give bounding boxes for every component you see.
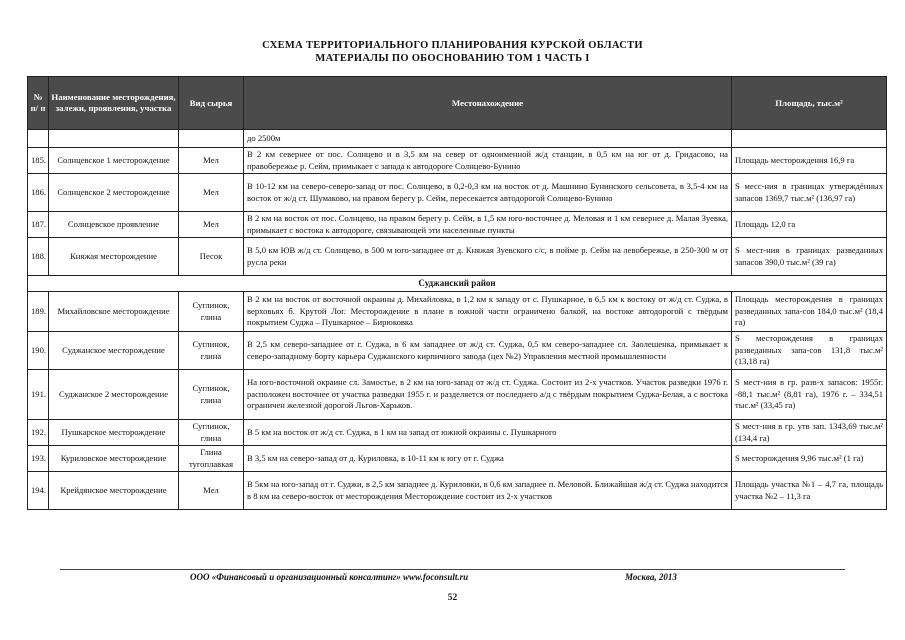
row-name: Солнцевское 1 месторождение	[49, 148, 179, 174]
row-location: На юго-восточной окраине сл. Замостье, в 2 км на юго-запад от ж/д ст. Суджа. Состоит из 2-х участков. Участок разведки 1976 г. расположен восточнее от участка разведки 1955 г. и разделяется от последнего а/д с твёрдым покрытием Суджа-Белая, а с востока ограничен железной дорогой Льгов-Харьков.	[244, 370, 732, 420]
row-location: В 5,0 км ЮВ ж/д ст. Солнцево, в 500 м юго-западнее от д. Княжая Зуевского с/с, в пойме р. Сейм на левобережье, в 250-300 м от русла реки	[244, 238, 732, 276]
row-location: В 2 км на восток от пос. Солнцево, на правом берегу р. Сейм, в 1,5 км юго-восточнее д. Меловая и 1 км севернее д. Малая Зуевка, примыкает с востока к автодороге, связывающей эти населенные пункты	[244, 212, 732, 238]
row-num: 193.	[28, 446, 49, 472]
row-name: Княжая месторождение	[49, 238, 179, 276]
document-subtitle: МАТЕРИАЛЫ ПО ОБОСНОВАНИЮ ТОМ 1 ЧАСТЬ I	[315, 53, 590, 64]
table-row	[28, 130, 887, 148]
row-location: В 5км на юго-запад от г. Суджи, в 2,5 км западнее д. Куриловки, в 0,6 км западнее п. Меловой. Ближайшая ж/д ст. Суджа находится в 8 км на северо-восток от месторождения Месторождение состоит из 2-х участков	[244, 472, 732, 510]
row-num: 189.	[28, 292, 49, 332]
row-type: Мел	[179, 472, 244, 510]
table-row	[28, 148, 887, 174]
region-row	[28, 276, 887, 292]
row-type: Мел	[179, 212, 244, 238]
table-row	[28, 370, 887, 420]
row-num: 194.	[28, 472, 49, 510]
row-area: Площадь месторождения в границах разведанных запа-сов 184,0 тыс.м² (18,4 га)	[732, 292, 887, 332]
footer-city-year: Москва, 2013	[625, 572, 677, 582]
table-row	[28, 292, 887, 332]
row-num: 185.	[28, 148, 49, 174]
row-type: Суглинок, глина	[179, 420, 244, 446]
row-location: В 10-12 км на северо-северо-запад от пос. Солнцево, в 0,2-0,3 км на восток от д. Машнино Бунинского сельсовета, в 3,5-4 км на восток от ж/д ст. Шумаково, на правом берегу р. Сейм, пересекается автодорогой Солнцево-Бунино	[244, 174, 732, 212]
page-number: 52	[447, 593, 458, 603]
row-name: Суджанское месторождение	[49, 332, 179, 370]
row-location: В 2,5 км северо-западнее от г. Суджа, в 6 км западнее от ж/д ст. Суджа, 0,5 км северо-западнее сл. Заолешенка, примыкает к северо-западному борту карьера Суджанского кирпичного завода (цех №2) Управления местной промышленности	[244, 332, 732, 370]
table-header-row	[28, 77, 887, 130]
row-num: 192.	[28, 420, 49, 446]
col-header-location: Местонахождение	[244, 77, 732, 130]
row-type: Песок	[179, 238, 244, 276]
deposits-table	[27, 76, 887, 510]
col-header-area: Площадь, тыс.м²	[732, 77, 887, 130]
row-area: S месс-ния в границах утверждённых запасов 1369,7 тыс.м² (136,97 га)	[732, 174, 887, 212]
continuation-cell: до 2500м	[244, 130, 732, 148]
table-row	[28, 212, 887, 238]
col-header-type: Вид сырья	[179, 77, 244, 130]
table-row	[28, 238, 887, 276]
row-area: S месторождения в границах разведанных запа-сов 131,8 тыс.м² (13,18 га)	[732, 332, 887, 370]
row-num: 191.	[28, 370, 49, 420]
row-location: В 2 км на восток от восточной окраины д. Михайловка, в 1,2 км к западу от с. Пушкарное, в 6,5 км к востоку от ж/д ст. Суджа, в верховьях б. Крутой Лог. Месторождение в плане в южной части ограничено балкой, на востоке автодорогой с твёрдым покрытием Суджа – Пушкарное – Бирюковка	[244, 292, 732, 332]
row-name: Солнцевское 2 месторождение	[49, 174, 179, 212]
row-area: S мест-ния в гр. разв-х запасов: 1955г. -88,1 тыс.м² (8,81 га), 1976 г. – 334,51 тыс.м² (33,45 га)	[732, 370, 887, 420]
row-area: Площадь 12,0 га	[732, 212, 887, 238]
col-header-name: Наименование месторождения, залежи, проявления, участка	[49, 77, 179, 130]
row-type: Мел	[179, 148, 244, 174]
row-type: Мел	[179, 174, 244, 212]
row-area: S мест-ния в границах разведанных запасов 390,0 тыс.м² (39 га)	[732, 238, 887, 276]
row-name: Суджанское 2 месторождение	[49, 370, 179, 420]
row-type: Глина тугоплавкая	[179, 446, 244, 472]
row-type: Суглинок, глина	[179, 292, 244, 332]
footer-company: ООО «Финансовый и организационный консалтинг» www.foconsult.ru	[190, 572, 469, 582]
row-area: Площадь месторождения 16,9 га	[732, 148, 887, 174]
row-location: В 3,5 км на северо-запад от д. Куриловка, в 10-11 км к югу от г. Суджа	[244, 446, 732, 472]
table-row	[28, 420, 887, 446]
row-num: 187.	[28, 212, 49, 238]
row-area: S месторождения 9,96 тыс.м² (1 га)	[732, 446, 887, 472]
region-title: Суджанский район	[28, 276, 887, 292]
document-title: СХЕМА ТЕРРИТОРИАЛЬНОГО ПЛАНИРОВАНИЯ КУРСКОЙ ОБЛАСТИ	[262, 40, 643, 51]
row-num: 190.	[28, 332, 49, 370]
row-location: В 5 км на восток от ж/д ст. Суджа, в 1 км на запад от южной окраины с. Пушкарного	[244, 420, 732, 446]
row-type: Суглинок, глина	[179, 332, 244, 370]
row-num: 188.	[28, 238, 49, 276]
table-row	[28, 472, 887, 510]
table-row	[28, 174, 887, 212]
row-num: 186.	[28, 174, 49, 212]
row-name: Пушкарское месторождение	[49, 420, 179, 446]
table-row	[28, 446, 887, 472]
row-name: Солнцевское проявление	[49, 212, 179, 238]
row-type: Суглинок, глина	[179, 370, 244, 420]
row-name: Михайловское месторождение	[49, 292, 179, 332]
col-header-num: № п/ п	[28, 77, 49, 130]
row-area: S мест-ния в гр. утв зап. 1343,69 тыс.м² (134,4 га)	[732, 420, 887, 446]
row-location: В 2 км севернее от пос. Солнцево и в 3,5 км на север от одноименной ж/д станции, в 0,5 км на юг от д. Гридасово, на правобережье р. Сейм, примыкает с запада к автодороге Солнцево-Бунино	[244, 148, 732, 174]
row-area: Площадь участка №1 – 4,7 га, площадь участка №2 – 11,3 га	[732, 472, 887, 510]
row-name: Крейдянское месторождение	[49, 472, 179, 510]
table-row	[28, 332, 887, 370]
row-name: Куриловское месторождение	[49, 446, 179, 472]
footer-divider	[60, 569, 845, 570]
